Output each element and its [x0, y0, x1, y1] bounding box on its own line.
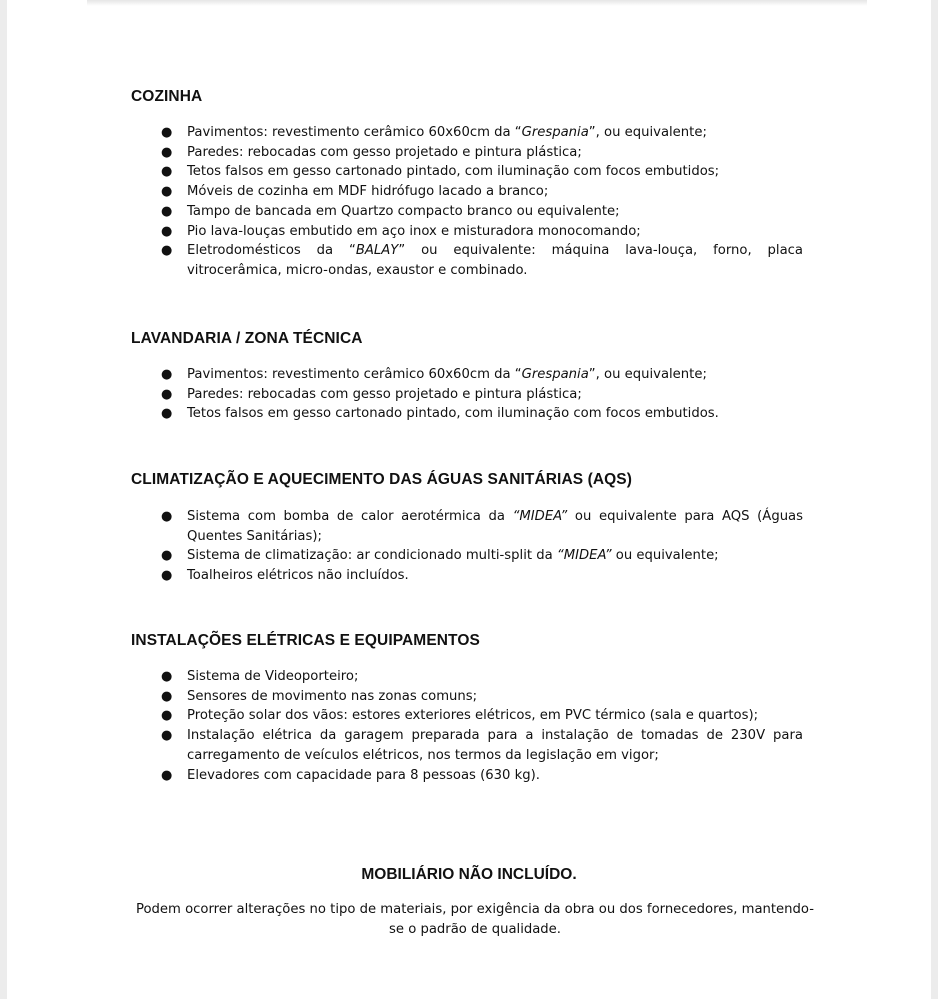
list-item: ● Tetos falsos em gesso cartonado pintado, com iluminação com focos embutidos. [131, 404, 803, 424]
section-title: COZINHA [131, 88, 203, 105]
list-item: ● Paredes: rebocadas com gesso projetado e pintura plástica; [131, 143, 803, 163]
list-item: ● Tampo de bancada em Quartzo compacto branco ou equivalente; [131, 202, 803, 222]
bullet-icon: ● [161, 243, 173, 259]
list-item: ● Sistema de climatização: ar condicionado multi-split da “MIDEA” ou equivalente; [131, 546, 803, 566]
section-instalacoes [131, 632, 803, 785]
bullet-icon: ● [161, 367, 173, 382]
page-top-shadow [87, 0, 867, 6]
list-item: ● Toalheiros elétricos não incluídos. [131, 566, 803, 586]
bullet-icon: ● [161, 386, 173, 402]
furniture-notice-title: MOBILIÁRIO NÃO INCLUÍDO. [361, 866, 577, 883]
bullet-icon: ● [161, 767, 173, 783]
bullet-icon: ● [161, 125, 173, 140]
bullet-icon: ● [161, 406, 173, 422]
section-list [131, 507, 803, 586]
bullet-icon: ● [161, 568, 173, 584]
list-item: ● Sistema com bomba de calor aerotérmica da “MIDEA” ou equivalente para AQS (Águas Quentes Sanitárias); [161, 509, 803, 544]
list-item: ● Pavimentos: revestimento cerâmico 60x60cm da “Grespania”, ou equivalente; [131, 365, 803, 385]
list-item: ● Pavimentos: revestimento cerâmico 60x60cm da “Grespania”, ou equivalente; [131, 123, 803, 143]
section-climatizacao [131, 471, 803, 586]
bullet-icon: ● [161, 203, 173, 219]
disclaimer-text: Podem ocorrer alterações no tipo de materiais, por exigência da obra ou dos fornecedores, mantendo-se o padrão de qualidade. [136, 902, 814, 937]
bullet-icon: ● [161, 144, 173, 160]
bullet-icon: ● [161, 164, 173, 180]
list-item: ● Instalação elétrica da garagem preparada para a instalação de tomadas de 230V para carregamento de veículos elétricos, nos termos da legislação em vigor; [161, 728, 803, 763]
section-title: LAVANDARIA / ZONA TÉCNICA [131, 330, 363, 347]
bullet-icon: ● [161, 669, 173, 684]
bullet-icon: ● [161, 728, 173, 744]
section-title: CLIMATIZAÇÃO E AQUECIMENTO DAS ÁGUAS SANITÁRIAS (AQS) [131, 471, 633, 488]
list-item: ● Elevadores com capacidade para 8 pessoas (630 kg). [131, 766, 803, 786]
list-item: ● Tetos falsos em gesso cartonado pintado, com iluminação com focos embutidos; [131, 162, 803, 182]
list-item: ● Sensores de movimento nas zonas comuns; [131, 687, 803, 707]
list-item: ● Móveis de cozinha em MDF hidrófugo lacado a branco; [131, 182, 803, 202]
bullet-icon: ● [161, 223, 173, 239]
section-lavandaria [131, 330, 803, 424]
list-item: ● Proteção solar dos vãos: estores exteriores elétricos, em PVC térmico (sala e quartos); [131, 706, 803, 726]
list-item: ● Eletrodomésticos da “BALAY” ou equivalente: máquina lava-louça, forno, placa vitrocerâmica, micro-ondas, exaustor e combinado. [161, 243, 803, 278]
list-item: ● Sistema de Videoporteiro; [131, 667, 803, 687]
list-item: ● Pio lava-louças embutido em aço inox e misturadora monocomando; [131, 222, 803, 242]
section-list [131, 365, 803, 424]
section-list [131, 123, 803, 281]
section-list [131, 667, 803, 785]
section-cozinha [131, 88, 803, 281]
bullet-icon: ● [161, 184, 173, 200]
section-title: INSTALAÇÕES ELÉTRICAS E EQUIPAMENTOS [131, 632, 480, 649]
bullet-icon: ● [161, 688, 173, 704]
bullet-icon: ● [161, 548, 173, 564]
list-item: ● Paredes: rebocadas com gesso projetado e pintura plástica; [131, 385, 803, 405]
bullet-icon: ● [161, 708, 173, 724]
bullet-icon: ● [161, 509, 173, 524]
